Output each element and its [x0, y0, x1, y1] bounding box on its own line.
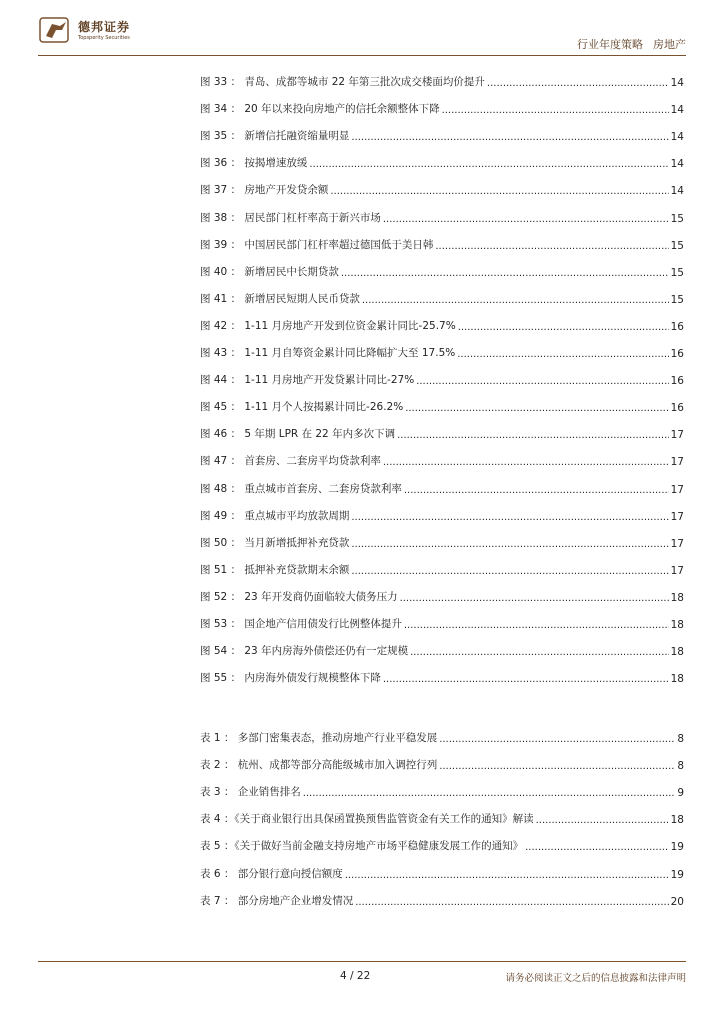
toc-entry-figure-39[interactable] [200, 225, 684, 252]
dot-leader [383, 673, 669, 685]
toc-entry-figure-46[interactable] [200, 414, 684, 441]
toc-entry-figure-50[interactable] [200, 523, 684, 550]
toc-entry-page: 18 [670, 814, 684, 827]
dot-leader [309, 158, 668, 170]
dot-leader [355, 896, 668, 908]
doc-type: 行业年度策略 [577, 38, 643, 51]
report-category [577, 36, 686, 52]
dot-leader [404, 484, 669, 496]
header-divider [38, 55, 686, 56]
toc-entry-table-7[interactable] [200, 881, 684, 908]
toc-entry-table-2[interactable] [200, 745, 684, 772]
dot-leader [383, 213, 669, 225]
toc-entry-page: 19 [670, 868, 684, 881]
toc-entry-label: 表 3 ： 企业销售排名 [200, 786, 301, 799]
toc-entry-label: 图 38 ： 居民部门杠杆率高于新兴市场 [200, 211, 381, 224]
toc-entry-label: 图 55 ： 内房海外债发行规模整体下降 [200, 672, 381, 685]
toc-entry-label: 图 35 ： 新增信托融资缩量明显 [200, 130, 350, 143]
dot-leader [351, 511, 668, 523]
toc-entry-figure-36[interactable] [200, 143, 684, 170]
toc-entry-table-4[interactable] [200, 799, 684, 826]
toc-entry-table-6[interactable] [200, 853, 684, 880]
dot-leader [410, 646, 669, 658]
toc-entry-page: 17 [670, 456, 684, 469]
dot-leader [525, 841, 669, 853]
toc-entry-figure-51[interactable] [200, 550, 684, 577]
toc-entry-page: 17 [670, 510, 684, 523]
toc-entry-label: 图 34 ： 20 年以来投向房地产的信托余额整体下降 [200, 103, 440, 116]
toc-entry-label: 图 43 ： 1-11 月自筹资金累计同比降幅扩大至 17.5% [200, 347, 456, 360]
toc-entry-label: 表 2 ： 杭州、成都等部分高能级城市加入调控行列 [200, 759, 438, 772]
dot-leader [416, 375, 668, 387]
dot-leader [400, 592, 669, 604]
toc-entry-page: 15 [670, 212, 684, 225]
toc-entry-figure-55[interactable] [200, 658, 684, 685]
toc-entry-page: 18 [670, 591, 684, 604]
dot-leader [330, 185, 668, 197]
disclaimer-note: 请务必阅读正文之后的信息披露和法律声明 [505, 973, 686, 984]
toc-entry-figure-42[interactable] [200, 306, 684, 333]
toc-entry-label: 图 44 ： 1-11 月房地产开发贷累计同比-27% [200, 374, 415, 387]
toc-entry-page: 16 [670, 320, 684, 333]
dot-leader [341, 267, 669, 279]
toc-entry-label: 图 33 ： 青岛、成都等城市 22 年第三批次成交楼面均价提升 [200, 76, 485, 89]
toc-entry-figure-47[interactable] [200, 441, 684, 468]
toc-entry-label: 图 49 ： 重点城市平均放款周期 [200, 509, 350, 522]
logo-english-name: Topsperity Securities [78, 35, 130, 41]
toc-entry-page: 16 [670, 348, 684, 361]
dot-leader [457, 348, 668, 360]
company-logo [38, 16, 158, 48]
dot-leader [404, 619, 669, 631]
toc-entry-label: 图 47 ： 首套房、二套房平均贷款利率 [200, 455, 381, 468]
logo-mark-icon [38, 16, 74, 44]
toc-entry-page: 17 [670, 429, 684, 442]
page-number: 4 / 22 [340, 970, 371, 982]
dot-leader [397, 429, 669, 441]
dot-leader [439, 760, 675, 772]
toc-entry-figure-38[interactable] [200, 197, 684, 224]
toc-entry-label: 表 7 ： 部分房地产企业增发情况 [200, 894, 354, 907]
toc-entry-page: 8 [677, 760, 684, 773]
toc-entry-page: 14 [670, 77, 684, 90]
toc-entry-label: 表 4 ：《关于商业银行出具保函置换预售监管资金有关工作的通知》解读 [200, 813, 534, 826]
toc-entry-label: 图 41 ： 新增居民短期人民币贷款 [200, 292, 360, 305]
toc-entry-label: 图 48 ： 重点城市首套房、二套房贷款利率 [200, 482, 402, 495]
dot-leader [442, 104, 669, 116]
toc-entry-figure-40[interactable] [200, 252, 684, 279]
dot-leader [405, 402, 668, 414]
toc-entry-figure-48[interactable] [200, 468, 684, 495]
toc-entry-label: 表 1 ： 多部门密集表态，推动房地产行业平稳发展 [200, 732, 438, 745]
toc-entry-page: 8 [677, 733, 684, 746]
logo-chinese-name: 德邦证券 [78, 20, 131, 34]
toc-entry-figure-37[interactable] [200, 170, 684, 197]
toc-entry-page: 18 [670, 646, 684, 659]
toc-entry-label: 图 36 ： 按揭增速放缓 [200, 157, 308, 170]
toc-entry-page: 16 [670, 375, 684, 388]
toc-entry-figure-52[interactable] [200, 577, 684, 604]
toc-entry-page: 14 [670, 104, 684, 117]
toc-entry-figure-34[interactable] [200, 89, 684, 116]
toc-entry-figure-45[interactable] [200, 387, 684, 414]
toc-entry-label: 图 52 ： 23 年开发商仍面临较大债务压力 [200, 590, 398, 603]
toc-entry-label: 图 45 ： 1-11 月个人按揭累计同比-26.2% [200, 401, 404, 414]
toc-entry-page: 15 [670, 266, 684, 279]
toc-entry-page: 14 [670, 158, 684, 171]
toc-entry-figure-33[interactable] [200, 62, 684, 89]
toc-entry-page: 18 [670, 673, 684, 686]
toc-entry-page: 14 [670, 185, 684, 198]
toc-entry-label: 图 51 ： 抵押补充贷款期末余额 [200, 563, 350, 576]
dot-leader [351, 538, 668, 550]
toc-entry-label: 图 39 ： 中国居民部门杠杆率超过德国低于美日韩 [200, 238, 434, 251]
toc-entry-label: 图 37 ： 房地产开发贷余额 [200, 184, 329, 197]
toc-entry-page: 17 [670, 537, 684, 550]
dot-leader [487, 77, 669, 89]
dot-leader [345, 869, 669, 881]
toc-entry-label: 图 42 ： 1-11 月房地产开发到位资金累计同比-25.7% [200, 319, 456, 332]
toc-entry-page: 18 [670, 618, 684, 631]
dot-leader [435, 240, 668, 252]
dot-leader [351, 131, 668, 143]
toc-entry-label: 图 53 ： 国企地产信用债发行比例整体提升 [200, 617, 402, 630]
toc-entry-figure-35[interactable] [200, 116, 684, 143]
dot-leader [303, 787, 676, 799]
figure-list [200, 62, 684, 685]
dot-leader [351, 565, 668, 577]
toc-entry-page: 15 [670, 293, 684, 306]
toc-entry-label: 表 6 ： 部分银行意向授信额度 [200, 867, 343, 880]
toc-entry-page: 20 [670, 895, 684, 908]
toc-entry-figure-53[interactable] [200, 604, 684, 631]
dot-leader [362, 294, 669, 306]
toc-entry-page: 15 [670, 239, 684, 252]
toc-entry-page: 19 [670, 841, 684, 854]
toc-entry-page: 14 [670, 131, 684, 144]
dot-leader [458, 321, 669, 333]
toc-entry-page: 17 [670, 564, 684, 577]
toc-entry-table-5[interactable] [200, 826, 684, 853]
toc-entry-figure-49[interactable] [200, 496, 684, 523]
dot-leader [383, 456, 669, 468]
toc-entry-table-3[interactable] [200, 772, 684, 799]
toc-entry-page: 16 [670, 402, 684, 415]
sector: 房地产 [653, 38, 686, 51]
toc-entry-label: 图 46 ： 5 年期 LPR 在 22 年内多次下调 [200, 428, 396, 441]
toc-entry-label: 图 54 ： 23 年内房海外债偿还仍有一定规模 [200, 645, 409, 658]
toc-entry-figure-43[interactable] [200, 333, 684, 360]
toc-entry-label: 图 50 ： 当月新增抵押补充贷款 [200, 536, 350, 549]
dot-leader [536, 814, 669, 826]
toc-entry-page: 9 [677, 787, 684, 800]
toc-entry-label: 表 5 ：《关于做好当前金融支持房地产市场平稳健康发展工作的通知》 [200, 840, 524, 853]
dot-leader [439, 733, 675, 745]
toc-entry-page: 17 [670, 483, 684, 496]
toc-entry-label: 图 40 ： 新增居民中长期贷款 [200, 265, 339, 278]
toc-entry-figure-54[interactable] [200, 631, 684, 658]
toc-entry-table-1[interactable] [200, 718, 684, 745]
toc-entry-figure-44[interactable] [200, 360, 684, 387]
table-list [200, 718, 684, 908]
toc-entry-figure-41[interactable] [200, 279, 684, 306]
footer-divider [38, 961, 686, 962]
